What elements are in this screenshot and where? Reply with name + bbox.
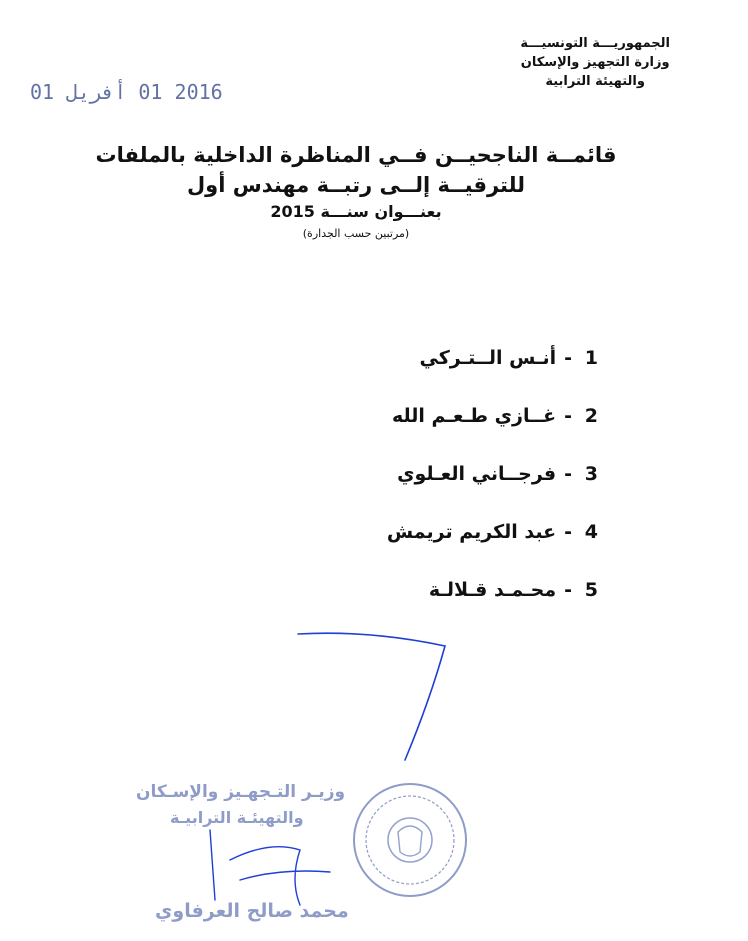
- candidate-name: غــازي طـعـم الله: [391, 405, 557, 427]
- candidate-number: 3: [584, 463, 598, 485]
- candidate-number: 1: [584, 347, 598, 369]
- list-item: 4-عبد الكريم تريمش: [387, 518, 598, 576]
- header-line-ministry: وزارة التجهيز والإسكان: [520, 55, 670, 70]
- candidate-number: 5: [584, 579, 598, 601]
- stamp-line-2: والتهيئـة الترابيـة: [170, 808, 304, 827]
- candidate-number: 2: [584, 405, 598, 427]
- list-item: 2-غــازي طـعـم الله: [387, 402, 598, 460]
- stamp-line-3: محمد صالح العرفاوي: [155, 900, 349, 922]
- title-line-1: قائمــة الناجحيــن فــي المناظرة الداخلية بالملفات: [95, 143, 617, 167]
- candidate-name: فرجــاني العـلوي: [397, 463, 557, 485]
- pen-stroke-lower: [210, 830, 330, 905]
- candidate-name: محـمـد قـلالـة: [428, 579, 557, 601]
- candidate-name: عبد الكريم تريمش: [386, 521, 557, 543]
- pen-stroke-upper: [298, 633, 445, 760]
- list-item: 1-أنـس الــتـركي: [387, 344, 598, 402]
- stamp-line-1: وزيـر التـجهـيز والإسـكان: [136, 782, 346, 802]
- candidates-list: [387, 344, 598, 634]
- official-seal-icon: [350, 780, 470, 900]
- title-line-2: للترقيــة إلــى رتبــة مهندس أول: [186, 173, 526, 197]
- title-line-3: بعنـــوان سنـــة 2015: [270, 202, 442, 221]
- header-line-republic: الجمهوريـــة التونسيـــة: [520, 36, 670, 51]
- title-line-4: (مرتبين حسب الجدارة): [302, 227, 410, 240]
- date-stamp: 2016 01 أفريل 01: [30, 80, 223, 104]
- candidate-name: أنـس الــتـركي: [419, 347, 557, 369]
- document-title: [0, 140, 748, 244]
- candidate-number: 4: [584, 521, 598, 543]
- list-item: 3-فرجــاني العـلوي: [387, 460, 598, 518]
- list-item: 5-محـمـد قـلالـة: [387, 576, 598, 634]
- header-line-planning: والتهيئة الترابية: [545, 74, 645, 89]
- ministry-header: [520, 34, 670, 91]
